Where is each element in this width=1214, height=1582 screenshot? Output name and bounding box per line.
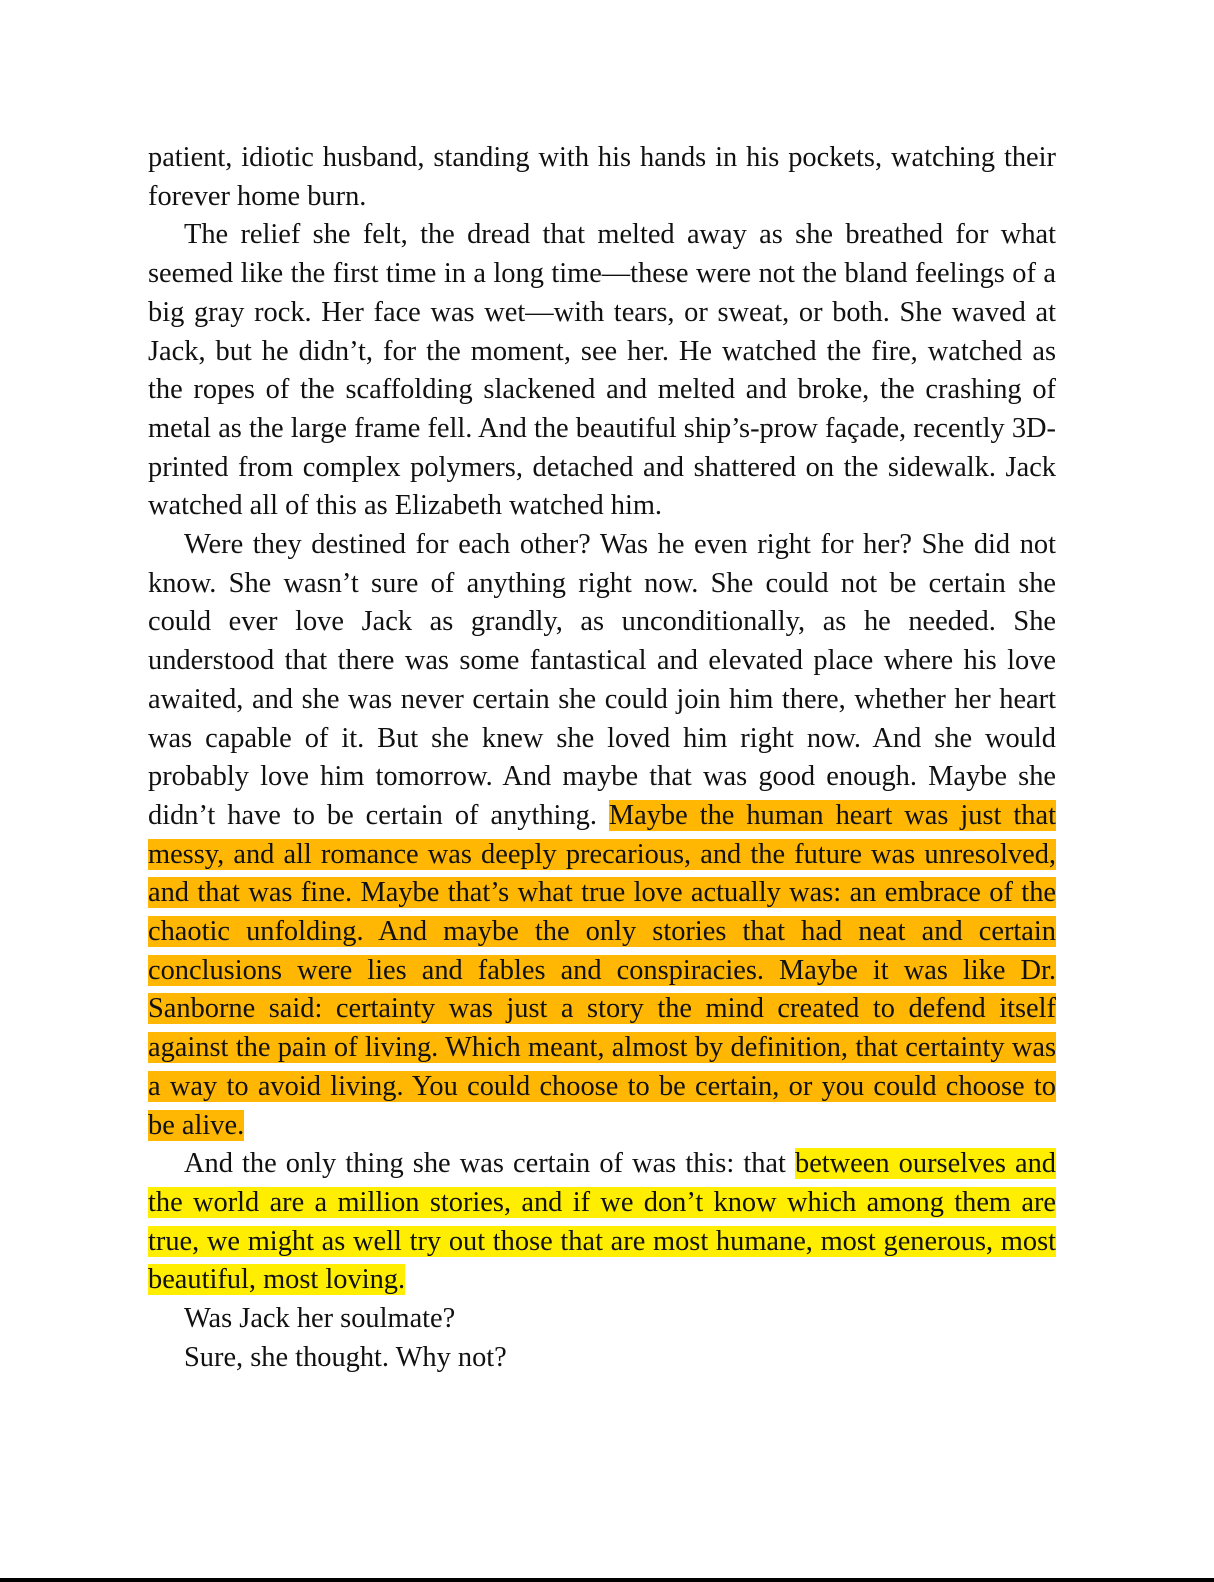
paragraph-2: [148, 216, 1056, 526]
paragraph-3: [148, 526, 1056, 1145]
paragraph-6-text: Sure, she thought. Why not?: [184, 1341, 507, 1373]
paragraph-3-text: Were they destined for each other? Was he even right for her? She did not know. She wasn’t sure of anything right now. She could not be certain she could ever love Jack as grandly, as unconditionally, as he needed. She understood that there was some fantastical and elevated place where his love awaited, and she was never certain she could join him there, whether her heart was capable of it. But she knew she loved him right now. And she would probably love him tomorrow. And maybe that was good enough. Maybe she didn’t have to be certain of anything.: [148, 529, 1056, 831]
orange-highlight[interactable]: Maybe the human heart was just that messy, and all romance was deeply precarious, and the future was unresolved, and that was fine. Maybe that’s what true love actually was: an embrace of the chaotic unfolding. And maybe the only stories that had neat and certain conclusions were lies and fables and conspiracies. Maybe it was like Dr. Sanborne said: certainty was just a story the mind created to defend itself against the pain of living. Which meant, almost by definition, that certainty was a way to avoid living. You could choose to be certain, or you could choose to be alive.: [148, 799, 1056, 1141]
paragraph-5: [148, 1300, 1056, 1339]
yellow-highlight[interactable]: between ourselves and the world are a million stories, and if we don’t know which among them are true, we might as well try out those that are most humane, most generous, most beautiful, most loving.: [148, 1148, 1056, 1296]
paragraph-1-text: patient, idiotic husband, standing with his hands in his pockets, watching their forever home burn.: [148, 142, 1056, 212]
book-page: [148, 139, 1056, 1378]
paragraph-2-text: The relief she felt, the dread that melted away as she breathed for what seemed like the first time in a long time—these were not the bland feelings of a big gray rock. Her face was wet—with tears, or sweat, or both. She waved at Jack, but he didn’t, for the moment, see her. He watched the fire, watched as the ropes of the scaffolding slackened and melted and broke, the crashing of metal as the large frame fell. And the beautiful ship’s-prow façade, recently 3D-printed from complex polymers, detached and shattered on the sidewalk. Jack watched all of this as Elizabeth watched him.: [148, 219, 1056, 522]
paragraph-1: [148, 139, 1056, 216]
page-bottom-rule: [0, 1578, 1214, 1582]
paragraph-6: [148, 1339, 1056, 1378]
paragraph-4-text: And the only thing she was certain of was this: that: [184, 1148, 795, 1180]
paragraph-5-text: Was Jack her soulmate?: [184, 1303, 456, 1335]
paragraph-4: [148, 1145, 1056, 1300]
